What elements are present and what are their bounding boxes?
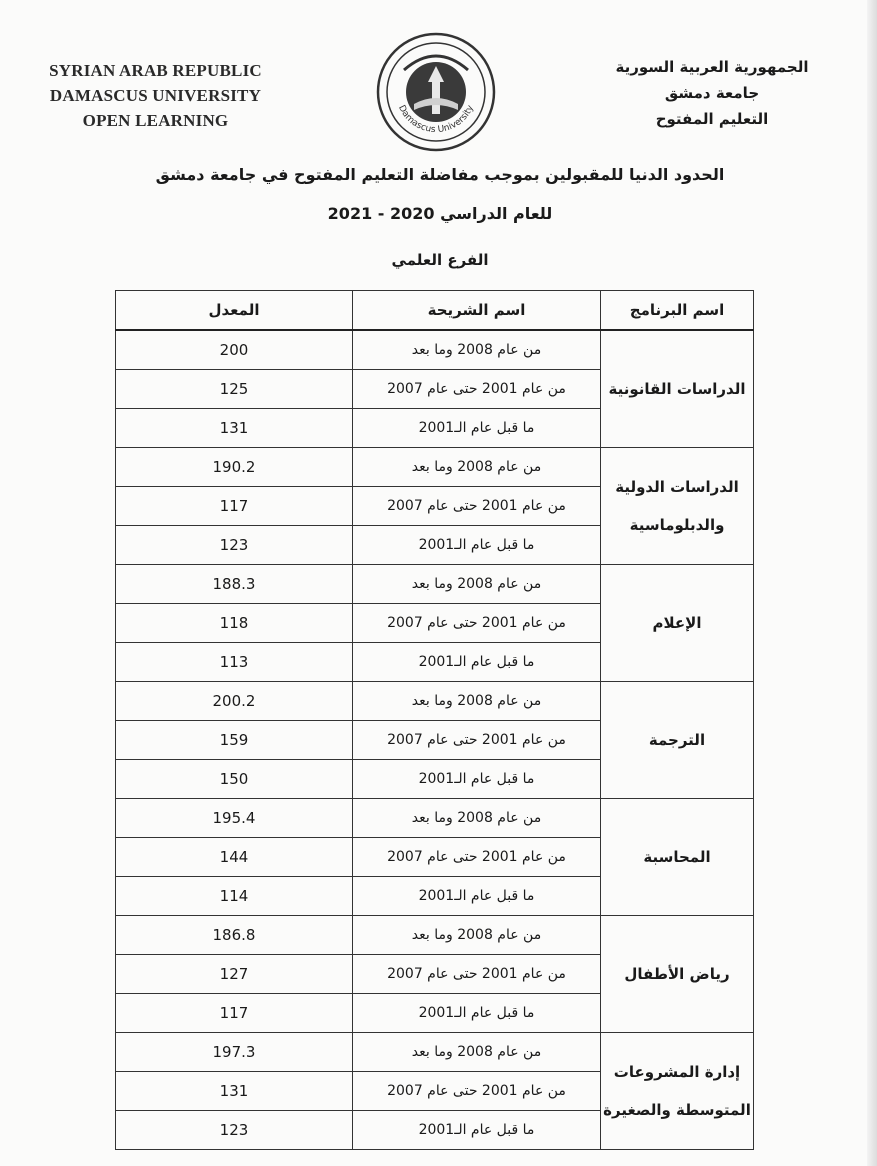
segment-cell: ما قبل عام الـ2001	[353, 760, 601, 799]
table-header-row	[116, 291, 754, 331]
header-en-line-3: OPEN LEARNING	[82, 111, 229, 130]
average-cell: 150	[116, 760, 353, 799]
segment-cell: من عام 2001 حتى عام 2007	[353, 1072, 601, 1111]
branch-label: الفرع العلمي	[391, 251, 489, 269]
header-segment: اسم الشريحة	[353, 291, 601, 331]
average-cell: 117	[116, 994, 353, 1033]
segment-cell: من عام 2001 حتى عام 2007	[353, 604, 601, 643]
segment-cell: من عام 2008 وما بعد	[353, 916, 601, 955]
segment-cell: من عام 2001 حتى عام 2007	[353, 838, 601, 877]
average-cell: 200	[116, 330, 353, 370]
header-ar-line-3: التعليم المفتوح	[655, 110, 769, 128]
average-cell: 195.4	[116, 799, 353, 838]
table-row	[116, 682, 754, 721]
program-name: الإعلام	[601, 565, 754, 682]
average-cell: 114	[116, 877, 353, 916]
segment-cell: من عام 2008 وما بعد	[353, 682, 601, 721]
university-seal-icon	[374, 30, 498, 154]
segment-cell: من عام 2001 حتى عام 2007	[353, 721, 601, 760]
program-name: الدراسات الدولية والدبلوماسية	[601, 448, 754, 565]
table-row	[116, 448, 754, 487]
average-cell: 125	[116, 370, 353, 409]
segment-cell: من عام 2001 حتى عام 2007	[353, 955, 601, 994]
segment-cell: ما قبل عام الـ2001	[353, 1111, 601, 1150]
header-ar-line-1: الجمهورية العربية السورية	[615, 58, 809, 76]
segment-cell: من عام 2008 وما بعد	[353, 799, 601, 838]
segment-cell: ما قبل عام الـ2001	[353, 643, 601, 682]
average-cell: 131	[116, 409, 353, 448]
segment-cell: من عام 2008 وما بعد	[353, 1033, 601, 1072]
table-row	[116, 565, 754, 604]
average-cell: 131	[116, 1072, 353, 1111]
document-title: الحدود الدنيا للمقبولين بموجب مفاضلة التعليم المفتوح في جامعة دمشق	[155, 165, 725, 184]
average-cell: 123	[116, 526, 353, 565]
header-arabic	[587, 54, 837, 132]
program-name: الدراسات القانونية	[601, 330, 754, 448]
segment-cell: من عام 2008 وما بعد	[353, 565, 601, 604]
segment-cell: من عام 2001 حتى عام 2007	[353, 370, 601, 409]
segment-cell: من عام 2008 وما بعد	[353, 448, 601, 487]
average-cell: 186.8	[116, 916, 353, 955]
average-cell: 127	[116, 955, 353, 994]
program-name: المحاسبة	[601, 799, 754, 916]
average-cell: 117	[116, 487, 353, 526]
academic-year: للعام الدراسي 2020 - 2021	[327, 204, 553, 223]
segment-cell: من عام 2008 وما بعد	[353, 330, 601, 370]
table-row	[116, 330, 754, 370]
table-row	[116, 916, 754, 955]
average-cell: 159	[116, 721, 353, 760]
average-cell: 118	[116, 604, 353, 643]
segment-cell: من عام 2001 حتى عام 2007	[353, 487, 601, 526]
program-name: الترجمة	[601, 682, 754, 799]
average-cell: 113	[116, 643, 353, 682]
average-cell: 123	[116, 1111, 353, 1150]
segment-cell: ما قبل عام الـ2001	[353, 526, 601, 565]
average-cell: 190.2	[116, 448, 353, 487]
average-cell: 197.3	[116, 1033, 353, 1072]
table-row	[116, 799, 754, 838]
program-name: إدارة المشروعات المتوسطة والصغيرة	[601, 1033, 754, 1150]
header-ar-line-2: جامعة دمشق	[664, 84, 760, 102]
header-en-line-1: SYRIAN ARAB REPUBLIC	[49, 61, 262, 80]
average-cell: 144	[116, 838, 353, 877]
segment-cell: ما قبل عام الـ2001	[353, 409, 601, 448]
average-cell: 188.3	[116, 565, 353, 604]
page-edge-shadow	[867, 0, 877, 1166]
seal-text: Damascus University	[396, 103, 476, 136]
table-row	[116, 1033, 754, 1072]
segment-cell: ما قبل عام الـ2001	[353, 994, 601, 1033]
segment-cell: ما قبل عام الـ2001	[353, 877, 601, 916]
header-en-line-2: DAMASCUS UNIVERSITY	[49, 86, 262, 105]
header-program: اسم البرنامج	[601, 291, 754, 331]
program-name: رياض الأطفال	[601, 916, 754, 1033]
header-average: المعدل	[116, 291, 353, 331]
average-cell: 200.2	[116, 682, 353, 721]
header-english	[28, 58, 283, 133]
admission-table	[115, 290, 754, 1150]
